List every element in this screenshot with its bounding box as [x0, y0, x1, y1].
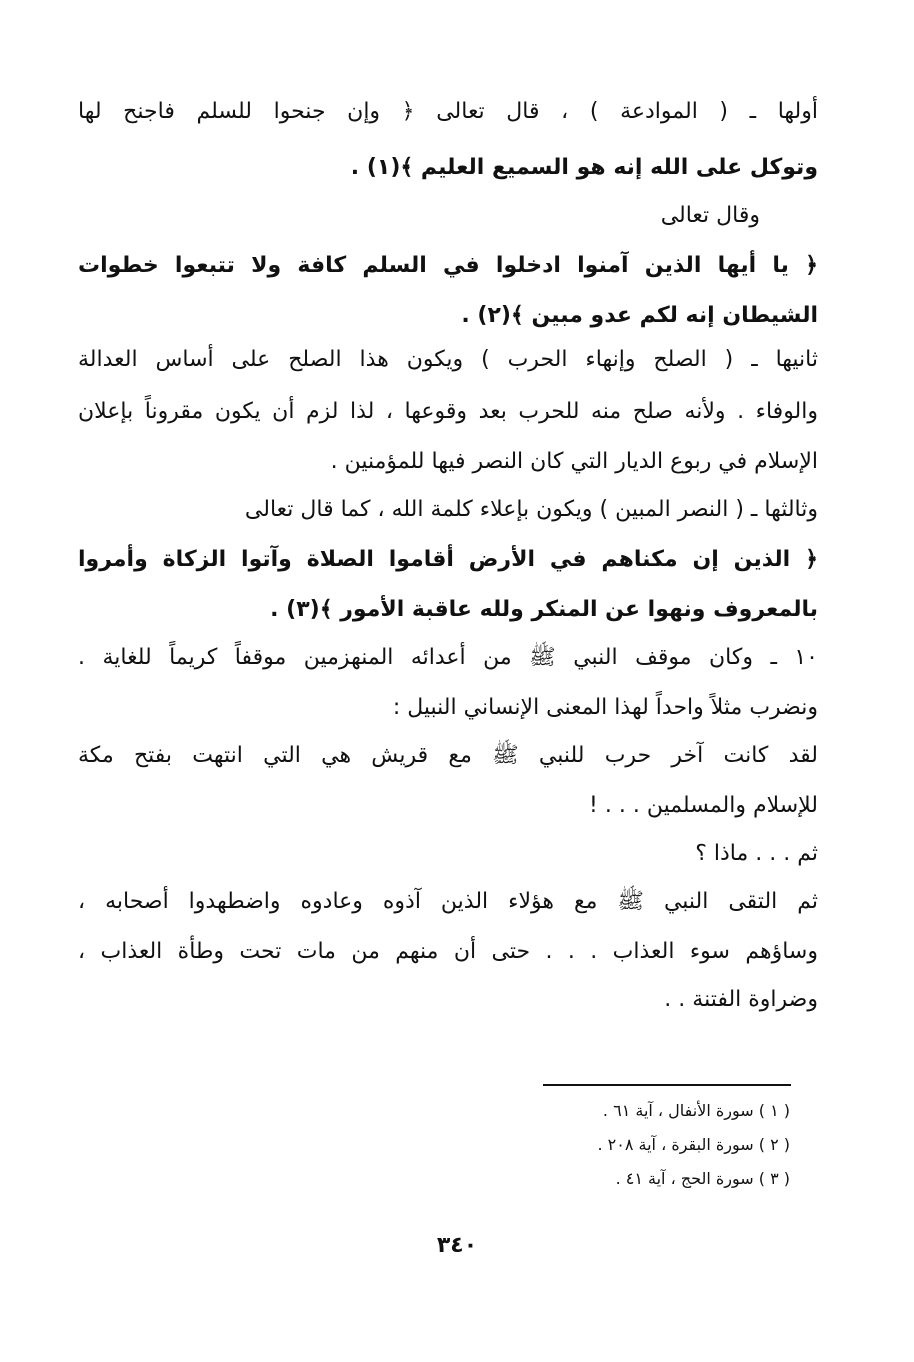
text-line: وساؤهم سوء العذاب . . . حتى أن منهم من مات تحت وطأة العذاب ، — [78, 939, 818, 964]
text-line: أولها ـ ( الموادعة ) ، قال تعالى ﴿ وإن جنحوا للسلم فاجنح لها — [78, 99, 818, 124]
text-line: لقد كانت آخر حرب للنبي ﷺ مع قريش هي التي انتهت بفتح مكة — [78, 743, 818, 768]
text-line: ١٠ ـ وكان موقف النبي ﷺ من أعدائه المنهزمين موقفاً كريماً للغاية . — [78, 645, 818, 670]
footnote-item: ( ٢ ) سورة البقرة ، آية ٢٠٨ . — [597, 1135, 790, 1154]
text-line: ﴿ يا أيها الذين آمنوا ادخلوا في السلم كافة ولا تتبعوا خطوات — [78, 253, 818, 278]
text-line: الشيطان إنه لكم عدو مبين ﴾(٢) . — [461, 303, 818, 328]
text-line: الإسلام في ربوع الديار التي كان النصر فيها للمؤمنين . — [330, 449, 818, 474]
text-line: وثالثها ـ ( النصر المبين ) ويكون بإعلاء كلمة الله ، كما قال تعالى — [244, 497, 818, 522]
text-line: ثم التقى النبي ﷺ مع هؤلاء الذين آذوه وعادوه واضطهدوا أصحابه ، — [78, 889, 818, 914]
text-line: ثم . . . ماذا ؟ — [695, 841, 818, 866]
page-number: ٣٤٠ — [436, 1233, 478, 1258]
text-line: للإسلام والمسلمين . . . ! — [589, 793, 818, 818]
footnote-item: ( ١ ) سورة الأنفال ، آية ٦١ . — [602, 1101, 790, 1120]
text-line: بالمعروف ونهوا عن المنكر ولله عاقبة الأمور ﴾(٣) . — [270, 597, 818, 622]
footnote-divider — [543, 1084, 791, 1086]
text-line: والوفاء . ولأنه صلح منه للحرب بعد وقوعها ، لذا لزم أن يكون مقروناً بإعلان — [78, 399, 818, 424]
text-line: ثانيها ـ ( الصلح وإنهاء الحرب ) ويكون هذا الصلح على أساس العدالة — [78, 347, 818, 372]
text-line: وقال تعالى — [660, 203, 760, 228]
footnote-item: ( ٣ ) سورة الحج ، آية ٤١ . — [615, 1169, 790, 1188]
text-line: ونضرب مثلاً واحداً لهذا المعنى الإنساني النبيل : — [392, 695, 818, 720]
text-line: ﴿ الذين إن مكناهم في الأرض أقاموا الصلاة وآتوا الزكاة وأمروا — [78, 547, 818, 572]
text-line: وضراوة الفتنة . . — [664, 987, 818, 1012]
text-line: وتوكل على الله إنه هو السميع العليم ﴾(١) . — [350, 155, 818, 180]
